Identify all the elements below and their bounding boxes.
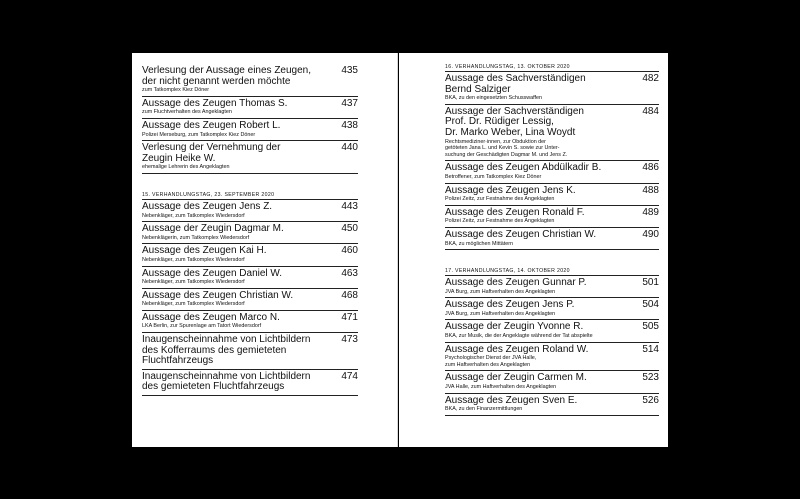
entry-title: Verlesung der Vernehmung der Zeugin Heike W.	[142, 142, 281, 164]
toc-entry[interactable]	[445, 394, 659, 416]
entry-subtitle: JVA Burg, zum Haftverhalten des Angeklagten	[445, 288, 556, 295]
entry-subtitle: BKA, zu möglichen Mittätern	[445, 240, 514, 247]
entry-page-number: 471	[341, 311, 358, 323]
entry-subtitle: Polizei Zeitz, zur Festnahme des Angeklagten	[445, 218, 555, 225]
section-spacer	[445, 250, 659, 268]
toc-entry[interactable]	[142, 267, 358, 289]
toc-entry[interactable]	[142, 333, 358, 370]
entry-page-number: 486	[642, 162, 659, 174]
toc-entry[interactable]	[142, 244, 358, 266]
section-spacer	[142, 174, 358, 192]
entry-page-number: 473	[341, 334, 358, 346]
toc-entry[interactable]	[142, 370, 358, 396]
entry-page-number: 438	[341, 119, 358, 131]
entry-subtitle: Nebenkläger, zum Tatkomplex Wiedersdorf	[142, 256, 245, 263]
entry-page-number: 501	[642, 277, 659, 289]
entry-page-number: 489	[642, 206, 659, 218]
entry-page-number: 526	[642, 394, 659, 406]
entry-subtitle: LKA Berlin, zur Spurenlage am Tatort Wiedersdorf	[142, 323, 262, 330]
toc-entry[interactable]	[445, 105, 659, 162]
toc-entry[interactable]	[445, 228, 659, 250]
entry-page-number: 482	[642, 73, 659, 84]
entry-page-number: 523	[642, 372, 659, 384]
entry-page-number: 463	[341, 267, 358, 279]
toc-entry[interactable]	[445, 371, 659, 393]
entry-page-number: 514	[642, 343, 659, 355]
right-group-2	[445, 276, 659, 416]
toc-entry[interactable]	[445, 206, 659, 228]
toc-entry[interactable]	[445, 320, 659, 342]
entry-title: Aussage der Zeugin Yvonne R.	[445, 321, 584, 333]
entry-page-number: 488	[642, 184, 659, 196]
entry-title: Aussage des Zeugen Jens K.	[445, 184, 576, 196]
entry-title: Aussage des Zeugen Thomas S.	[142, 97, 288, 109]
toc-entry[interactable]	[445, 161, 659, 183]
entry-title: Aussage des Zeugen Christian W.	[445, 228, 597, 240]
entry-subtitle: zum Fluchtverhalten des Angeklagten	[142, 109, 232, 116]
toc-entry[interactable]	[445, 343, 659, 372]
entry-title: Aussage des Zeugen Jens Z.	[142, 200, 273, 212]
entry-page-number: 490	[642, 228, 659, 240]
toc-entry[interactable]	[142, 289, 358, 311]
entry-subtitle: ehemalige Lehrerin des Angeklagten	[142, 164, 230, 171]
entry-title: Aussage des Sachverständigen Bernd Salziger	[445, 73, 586, 95]
entry-title: Verlesung der Aussage eines Zeugen, der nicht genannt werden möchte	[142, 65, 312, 87]
entry-title: Aussage der Zeugin Carmen M.	[445, 372, 587, 384]
entry-subtitle: BKA, zu den Finanzermittlungen	[445, 406, 523, 413]
entry-page-number: 437	[341, 97, 358, 109]
entry-subtitle: Nebenkläger, zum Tatkomplex Wiedersdorf	[142, 212, 245, 219]
right-page	[399, 53, 668, 447]
entry-page-number: 443	[341, 200, 358, 212]
entry-title: Aussage des Zeugen Roland W.	[445, 343, 589, 355]
entry-title: Aussage des Zeugen Christian W.	[142, 289, 294, 301]
entry-page-number: 440	[341, 142, 358, 154]
toc-entry[interactable]	[142, 97, 358, 119]
section-header: 15. VERHANDLUNGSTAG, 23. SEPTEMBER 2020	[142, 192, 358, 200]
entry-title: Aussage des Zeugen Kai H.	[142, 245, 267, 257]
entry-page-number: 505	[642, 321, 659, 333]
entry-title: Aussage des Zeugen Daniel W.	[142, 267, 283, 279]
entry-title: Aussage des Zeugen Ronald F.	[445, 206, 585, 218]
entry-subtitle: Nebenklägerin, zum Tatkomplex Wiedersdorf	[142, 234, 250, 241]
toc-entry[interactable]	[142, 222, 358, 244]
entry-title: Aussage des Zeugen Sven E.	[445, 394, 578, 406]
toc-entry[interactable]	[445, 276, 659, 298]
left-page	[132, 53, 398, 447]
toc-entry[interactable]	[142, 119, 358, 141]
entry-page-number: 468	[341, 289, 358, 301]
entry-subtitle: Polizei Zeitz, zur Festnahme des Angeklagten	[445, 196, 555, 203]
entry-subtitle: Nebenkläger, zum Tatkomplex Wiedersdorf	[142, 279, 245, 286]
section-header: 17. VERHANDLUNGSTAG, 14. OKTOBER 2020	[445, 268, 659, 276]
toc-entry[interactable]	[445, 184, 659, 206]
right-toc-column	[445, 64, 659, 416]
entry-subtitle: Polizei Merseburg, zum Tatkomplex Kiez Döner	[142, 131, 256, 138]
entry-subtitle: BKA, zur Musik, die der Angeklagte während der Tat abspielte	[445, 333, 593, 340]
section-header: 16. VERHANDLUNGSTAG, 13. OKTOBER 2020	[445, 64, 659, 72]
entry-page-number: 474	[341, 370, 358, 382]
toc-entry[interactable]	[142, 200, 358, 222]
entry-page-number: 450	[341, 223, 358, 235]
entry-title: Aussage der Zeugin Dagmar M.	[142, 223, 284, 235]
entry-subtitle: zum Tatkomplex Kiez Döner	[142, 87, 210, 94]
entry-title: Aussage der Sachverständigen Prof. Dr. Rüdiger Lessig, Dr. Marko Weber, Lina Woydt	[445, 105, 584, 138]
left-group-2	[142, 200, 358, 396]
entry-subtitle: Psychologischer Dienst der JVA Halle, zum Haftverhalten des Angeklagten	[445, 355, 537, 368]
entry-title: Aussage des Zeugen Abdülkadir B.	[445, 162, 602, 174]
entry-page-number: 484	[642, 105, 659, 117]
toc-entry[interactable]	[445, 298, 659, 320]
toc-entry[interactable]	[142, 64, 358, 97]
entry-page-number: 504	[642, 299, 659, 311]
entry-title: Inaugenscheinnahme von Lichtbildern des Kofferraums des gemieteten Fluchtfahrzeugs	[142, 334, 311, 367]
entry-title: Aussage des Zeugen Jens P.	[445, 299, 575, 311]
left-toc-column	[142, 64, 358, 396]
entry-subtitle: JVA Halle, zum Haftverhalten des Angeklagten	[445, 384, 557, 391]
entry-title: Aussage des Zeugen Gunnar P.	[445, 277, 587, 289]
entry-title: Inaugenscheinnahme von Lichtbildern des gemieteten Fluchtfahrzeugs	[142, 370, 311, 393]
entry-subtitle: Nebenkläger, zum Tatkomplex Wiedersdorf	[142, 301, 245, 308]
entry-subtitle: BKA, zu den eingesetzten Schusswaffen	[445, 95, 542, 102]
toc-entry[interactable]	[445, 72, 659, 105]
entry-subtitle: Rechtsmediziner·innen, zur Obduktion der getöteten Jana L. und Kevin S. sowie zur Unter- suchung der Geschädigten Dagmar M. und Jens Z.	[445, 138, 568, 158]
toc-entry[interactable]	[142, 141, 358, 174]
left-group-1	[142, 64, 358, 174]
entry-page-number: 435	[341, 65, 358, 76]
toc-entry[interactable]	[142, 311, 358, 333]
entry-subtitle: Betroffener, zum Tatkomplex Kiez Döner	[445, 173, 542, 180]
entry-title: Aussage des Zeugen Robert L.	[142, 119, 281, 131]
entry-page-number: 460	[341, 245, 358, 257]
entry-title: Aussage des Zeugen Marco N.	[142, 311, 280, 323]
right-group-1	[445, 72, 659, 250]
entry-subtitle: JVA Burg, zum Haftverhalten des Angeklagten	[445, 310, 556, 317]
